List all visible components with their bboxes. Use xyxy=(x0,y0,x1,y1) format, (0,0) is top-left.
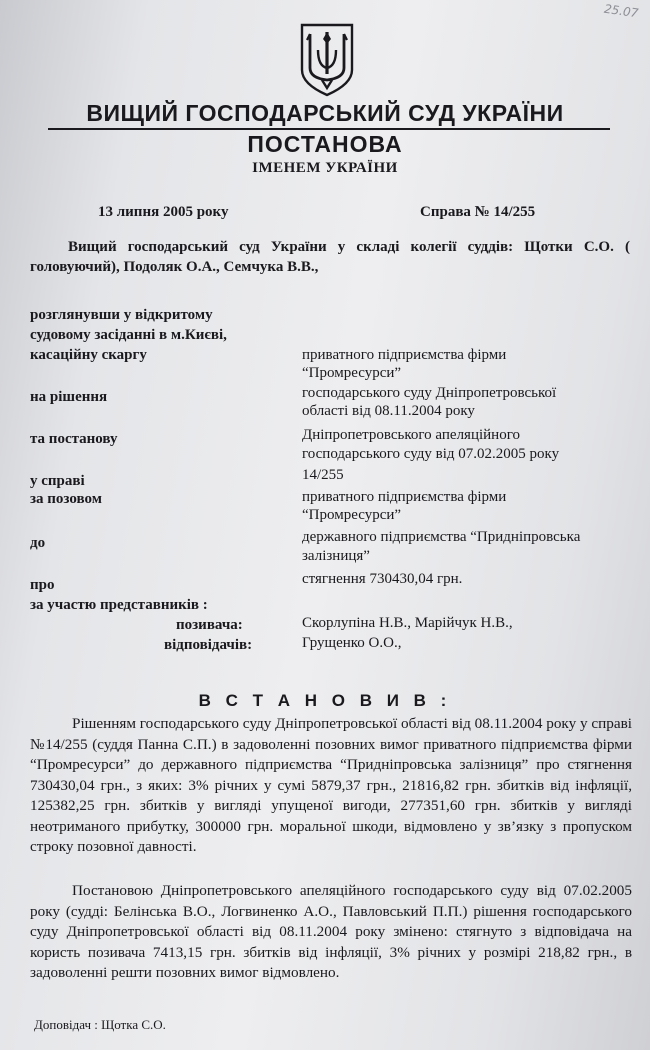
case-label: у справі xyxy=(30,473,85,489)
defendant-entity-value: державного підприємства “Придніпровська xyxy=(302,529,581,545)
case-value: 14/255 xyxy=(302,467,344,483)
cassation-value-2: “Промресурси” xyxy=(302,365,402,381)
defendant-value: Грущенко О.О., xyxy=(302,635,402,651)
defendant-entity-label: до xyxy=(30,535,46,551)
subject-value: стягнення 730430,04 грн. xyxy=(302,571,463,587)
case-number: Справа № 14/255 xyxy=(420,204,536,220)
paragraph-1: Рішенням господарського суду Дніпропетровської області від 08.11.2004 року у справі №14/255 (суддя Панна С.П.) в задоволенні позовних вимог приватного підприємства фірми “Промресурси” до державного підприємства “Придніпровська залізниця” про стягнення 730430,04 грн., з яких: 3% річних у сумі 5879,37 грн., 21816,82 грн. збитків від інфляції, 125382,25 грн. збитків у вигляді упущеної вигоди, 277351,60 грн. збитків у вигляді неотриманого прибутку, 300000 грн. моральної шкоди, відмовлено у зв’язку з пропуском строку позовної давності. xyxy=(30,715,632,855)
claim-value: приватного підприємства фірми xyxy=(302,489,507,505)
claim-label: за позовом xyxy=(30,491,102,507)
established-heading: В С Т А Н О В И В : xyxy=(198,691,452,710)
resolution-label: та постанову xyxy=(30,431,118,447)
claim-value-2: “Промресурси” xyxy=(302,507,402,523)
plaintiff-value: Скорлупіна Н.В., Марійчук Н.В., xyxy=(302,615,513,631)
decision-value-2: області від 08.11.2004 року xyxy=(302,403,475,419)
decision-label: на рішення xyxy=(30,389,108,405)
document-date: 13 липня 2005 року xyxy=(98,204,229,220)
resolution-value: Дніпропетровського апеляційного xyxy=(302,427,520,443)
trident-emblem-icon xyxy=(298,22,356,98)
defendant-label: відповідачів: xyxy=(164,637,253,653)
cassation-value: приватного підприємства фірми xyxy=(302,347,507,363)
plaintiff-label: позивача: xyxy=(176,617,243,633)
considered-label: розглянувши у відкритому xyxy=(30,307,213,323)
reporter-line: Доповідач : Щотка С.О. xyxy=(34,1017,166,1032)
paragraph-2: Постановою Дніпропетровського апеляційного господарського суду від 07.02.2005 року (судді: Белінська В.О., Логвиненко А.О., Павловський П.П.) рішення господарського суду Дніпропетровської області від 08.11.2004 року змінено: стягнуто з відповідача на користь позивача 7413,15 грн. збитків від інфляції, 3% річних у розмірі 218,82 грн., в задоволенні решти позовних вимог відмовлено. xyxy=(30,882,632,981)
cassation-label: касаційну скаргу xyxy=(30,347,147,363)
court-name: ВИЩИЙ ГОСПОДАРСЬКИЙ СУД УКРАЇНИ xyxy=(86,100,564,126)
handwritten-note: 25.07 xyxy=(602,1,639,21)
session-label: судовому засіданні в м.Києві, xyxy=(30,327,227,343)
decision-value: господарського суду Дніпропетровської xyxy=(302,385,557,401)
participation-label: за участю представників : xyxy=(30,597,208,613)
resolution-value-2: господарського суду від 07.02.2005 року xyxy=(302,446,560,462)
judges-panel-text: Вищий господарський суд України у складі колегії суддів: Щотки С.О. ( головуючий), Подоляк О.А., Семчука В.В., xyxy=(30,239,630,275)
court-name-underline xyxy=(48,128,610,130)
document-subtitle: ІМЕНЕМ УКРАЇНИ xyxy=(252,160,398,176)
subject-label: про xyxy=(30,577,55,593)
document-title: ПОСТАНОВА xyxy=(247,131,403,157)
defendant-entity-value-2: залізниця” xyxy=(302,548,370,564)
